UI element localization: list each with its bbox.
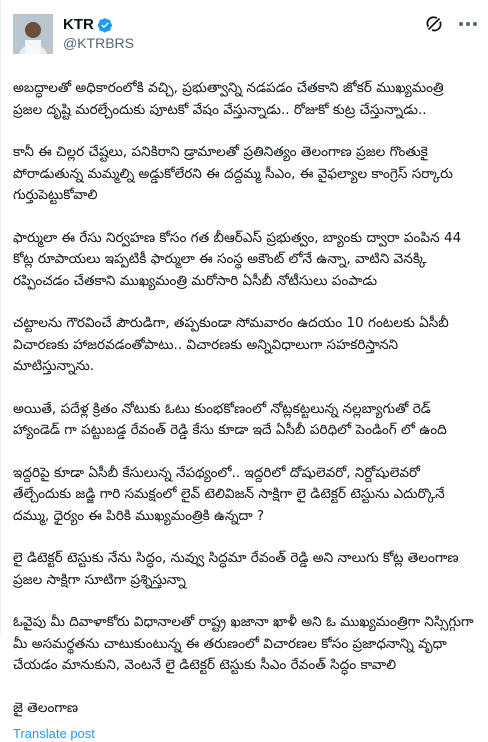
more-options-icon[interactable] <box>458 14 478 34</box>
tweet-paragraph: అయితే, పదేళ్ల క్రితం నోటుకు ఓటు కుంభకోణంలో నోట్లకట్టలున్న నల్లబ్యాగుతో రెడ్ హ్యాండెడ్ గా పట్టుబడ్డ రేవంత్ రెడ్డి కేసు కూడా ఇదే ఏసీబీ పరిధిలో పెండింగ్ లో ఉంది <box>13 400 447 438</box>
tweet-text <box>13 78 488 719</box>
tweet-actions <box>424 14 478 34</box>
tweet-paragraph: అబద్ధాలతో అధికారంలోకి వచ్చి, ప్రభుత్వాన్ని నడపడం చేతకాని జోకర్ ముఖ్యమంత్రి ప్రజల దృష్టి మరల్చేందుకు పూటకో వేషం వేస్తున్నాడు.. రోజుకో కుట్ర చేస్తున్నాడు.. <box>13 80 444 118</box>
tweet-paragraph: ఇద్దరిపై కూడా ఏసీబీ కేసులున్న నేపథ్యంలో.. ఇద్దరిలో దోషులెవరో, నిర్దోషులెవరో తేల్చేందుకు జడ్జి గారి సమక్షంలో లైవ్ టెలివిజన్ సాక్షిగా లై డిటెక్టర్ టెస్టును ఎదుర్కొనే దమ్ము, ధైర్యం ఈ పిరికి ముఖ్యమంత్రికి ఉన్నదా ? <box>13 464 445 524</box>
tweet-paragraph: లై డిటెక్టర్ టెస్టుకు నేను సిద్ధం, నువ్వు సిద్ధమా రేవంత్ రెడ్డి అని నాలుగు కోట్ల తెలంగాణ ప్రజల సాక్షిగా సూటిగా ప్రశ్నిస్తున్నా <box>13 550 459 588</box>
author-name[interactable]: KTR <box>63 16 94 33</box>
author-name-row <box>63 16 134 33</box>
tweet-paragraph: కానీ ఈ చిల్లర చేష్టలు, పనికిరాని డ్రామాలతో ప్రతినిత్యం తెలంగాణ ప్రజల గొంతుకై పోరాడుతున్న మమ్మల్ని అడ్డుకోలేరని ఈ దద్దమ్మ సీఎం, ఈ వైఫల్యాల కాంగ్రెస్ సర్కారు గుర్తుపెట్టుకోవాలి <box>13 144 453 203</box>
author-block <box>63 16 134 51</box>
tweet-paragraph: ఓవైపు మీ దివాళాకోరు విధానాలతో రాష్ట్ర ఖజానా ఖాళీ అని ఓ ముఖ్యమంత్రిగా నిస్సిగ్గుగా మీ అసమర్థతను చాటుకుంటున్న ఈ తరుణంలో విచారణల కోసం ప్రజాధనాన్ని వృధా చేయడం మానుకుని, వెంటనే లై డిటెక్టర్ టెస్టుకు సీఎం రేవంత్ సిద్ధం కావాలి <box>13 614 474 673</box>
translate-post-link[interactable]: Translate post <box>13 726 95 741</box>
tweet-paragraph: చట్టాలను గౌరవించే పౌరుడిగా, తప్పకుండా సోమవారం ఉదయం 10 గంటలకు ఏసీబీ విచారణకు హాజరవడంతోపాటు.. విచారణకు అన్నివిధాలుగా సహకరిస్తానని మాటిస్తున్నాను. <box>13 315 449 374</box>
tweet-paragraph-sign-off: జై తెలంగాణ <box>13 699 79 716</box>
avatar[interactable] <box>13 14 53 54</box>
grok-icon[interactable] <box>424 14 444 34</box>
tweet-header <box>13 14 488 66</box>
tweet-paragraph: ఫార్ములా ఈ రేసు నిర్వహణ కోసం గత బీఆర్ఎస్ ప్రభుత్వం, బ్యాంకు ద్వారా పంపిన 44 కోట్ల రూపాయలు ఇప్పటికీ ఫార్ములా ఈ సంస్థ అకౌంట్ లోనే ఉన్నా, వాటిని వెనక్కి రప్పించడం చేతకాని ముఖ్యమంత్రి మరోసారి ఏసీబీ నోటీసులు పంపాడు <box>13 229 462 289</box>
verified-badge-icon[interactable] <box>97 17 113 33</box>
author-handle[interactable]: @KTRBRS <box>63 35 134 51</box>
